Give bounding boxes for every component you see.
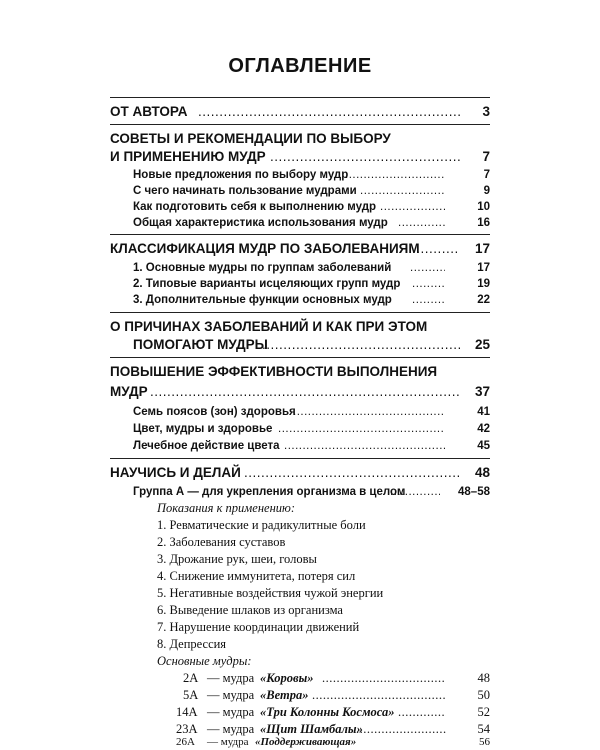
entry-title: И ПРИМЕНЕНИЮ МУДР xyxy=(110,149,266,164)
entry-title: ПОМОГАЮТ МУДРЫ xyxy=(133,337,268,352)
leader-dots xyxy=(262,336,460,354)
section-divider xyxy=(110,312,490,313)
entry-title: СОВЕТЫ И РЕКОМЕНДАЦИИ ПО ВЫБОРУ xyxy=(110,131,391,146)
mudra-page: 50 xyxy=(477,688,490,702)
leader-dots xyxy=(198,103,460,121)
leader-dots xyxy=(293,404,445,420)
entry-page: 37 xyxy=(474,384,490,399)
entry-page: 25 xyxy=(474,337,490,352)
leader-dots xyxy=(398,704,446,721)
mudra-page: 54 xyxy=(477,722,490,736)
leader-dots xyxy=(412,240,460,258)
mudra-entry[interactable] xyxy=(0,721,600,735)
indication-item: 4. Снижение иммунитета, потеря сил xyxy=(157,569,356,583)
leader-dots xyxy=(270,148,460,166)
toc-subentry[interactable] xyxy=(0,438,600,456)
leader-dots xyxy=(360,183,445,199)
indication-item: 5. Негативные воздействия чужой энергии xyxy=(157,586,384,600)
toc-entry[interactable] xyxy=(0,103,600,121)
indication-item: 1. Ревматические и радикулитные боли xyxy=(157,518,366,532)
mudra-page: 56 xyxy=(479,736,490,748)
mudra-name: «Поддерживающая» xyxy=(255,736,357,748)
section-divider xyxy=(110,357,490,358)
mudra-entry[interactable] xyxy=(0,704,600,722)
subentry-title: Как подготовить себя к выполнению мудр xyxy=(133,201,377,213)
subentry-page: 41 xyxy=(477,406,490,418)
subentry-page: 19 xyxy=(477,278,490,290)
section-divider xyxy=(110,458,490,459)
mudra-code: 14А xyxy=(176,705,198,719)
leader-dots xyxy=(412,276,445,292)
subentry-page: 16 xyxy=(477,217,490,229)
subentry-page: 22 xyxy=(477,294,490,306)
mudra-name: «Коровы» xyxy=(260,671,314,685)
toc-entry-cont[interactable] xyxy=(0,336,600,354)
leader-dots xyxy=(244,464,460,482)
mudra-prefix: — мудра xyxy=(207,688,255,702)
mudra-entry[interactable] xyxy=(0,735,600,750)
entry-page: 17 xyxy=(474,241,490,256)
toc-subentry[interactable] xyxy=(0,292,600,310)
entry-title: О ПРИЧИНАХ ЗАБОЛЕВАНИЙ И КАК ПРИ ЭТОМ xyxy=(110,319,428,334)
toc-entry[interactable] xyxy=(0,130,600,148)
subentry-page: 45 xyxy=(477,440,490,452)
entry-page: 7 xyxy=(482,149,490,164)
toc-subentry[interactable] xyxy=(0,404,600,422)
leader-dots xyxy=(312,687,446,704)
leader-dots xyxy=(150,383,460,401)
section-divider xyxy=(110,97,490,98)
leader-dots xyxy=(278,421,445,437)
subentry-page: 42 xyxy=(477,423,490,435)
toc-entry[interactable] xyxy=(0,363,600,381)
leader-dots xyxy=(398,215,445,231)
indication-item: 7. Нарушение координации движений xyxy=(157,620,360,634)
main-mudras-label: Основные мудры: xyxy=(157,654,252,668)
page-title: ОГЛАВЛЕНИЕ xyxy=(228,55,372,77)
subentry-page: 10 xyxy=(477,201,490,213)
mudra-page: 48 xyxy=(477,671,490,685)
mudra-prefix: — мудра xyxy=(207,705,255,719)
subentry-title: 3. Дополнительные функции основных мудр xyxy=(133,294,392,306)
mudra-prefix: — мудра xyxy=(207,736,249,748)
leader-dots xyxy=(390,484,440,500)
indication-item: 6. Выведение шлаков из организма xyxy=(157,603,343,617)
entry-page: 48 xyxy=(474,465,490,480)
toc-entry[interactable] xyxy=(0,318,600,336)
leader-dots xyxy=(410,260,445,276)
entry-title: ПОВЫШЕНИЕ ЭФФЕКТИВНОСТИ ВЫПОЛНЕНИЯ xyxy=(110,364,438,379)
mudra-prefix: — мудра xyxy=(207,722,255,736)
mudra-page: 52 xyxy=(477,705,490,719)
mudra-code: 2А xyxy=(183,671,199,685)
subentry-title: С чего начинать пользование мудрами xyxy=(133,185,357,197)
group-pages: 48–58 xyxy=(458,486,490,498)
subentry-title: Лечебное действие цвета xyxy=(133,440,280,452)
entry-page: 3 xyxy=(482,104,490,119)
subentry-title: 1. Основные мудры по группам заболеваний xyxy=(133,262,392,274)
leader-dots xyxy=(412,292,445,308)
mudra-name: «Щит Шамбалы» xyxy=(260,722,363,736)
mudra-entry[interactable] xyxy=(0,670,600,688)
section-divider xyxy=(110,124,490,125)
mudra-name: «Ветра» xyxy=(260,688,309,702)
leader-dots xyxy=(380,199,445,215)
toc-entry[interactable] xyxy=(0,240,600,258)
subentry-page: 17 xyxy=(477,262,490,274)
indication-item: 8. Депрессия xyxy=(157,637,227,651)
leader-dots xyxy=(322,670,446,687)
mudra-name: «Три Колонны Космоса» xyxy=(260,705,395,719)
mudra-code: 5А xyxy=(183,688,199,702)
group-title: Группа А — для укрепления организма в целом xyxy=(133,486,406,498)
toc-entry[interactable] xyxy=(0,464,600,482)
entry-title: НАУЧИСЬ И ДЕЛАЙ xyxy=(110,465,241,480)
entry-title: ОТ АВТОРА xyxy=(110,104,188,119)
toc-entry-cont[interactable] xyxy=(0,148,600,166)
indication-item: 3. Дрожание рук, шеи, головы xyxy=(157,552,317,566)
mudra-entry[interactable] xyxy=(0,687,600,705)
mudra-prefix: — мудра xyxy=(207,671,255,685)
indication-item: 2. Заболевания суставов xyxy=(157,535,286,549)
section-divider xyxy=(110,234,490,235)
mudra-code: 23А xyxy=(176,722,198,736)
subentry-page: 9 xyxy=(483,185,490,197)
subentry-title: 2. Типовые варианты исцеляющих групп мудр xyxy=(133,278,401,290)
subentry-title: Цвет, мудры и здоровье xyxy=(133,423,273,435)
mudra-code: 26А xyxy=(176,736,195,748)
subentry-page: 7 xyxy=(483,169,490,181)
leader-dots xyxy=(284,438,445,454)
entry-title: КЛАССИФИКАЦИЯ МУДР ПО ЗАБОЛЕВАНИЯМ xyxy=(110,241,420,256)
toc-entry-cont[interactable] xyxy=(0,383,600,401)
toc-subentry[interactable] xyxy=(0,421,600,439)
subentry-title: Новые предложения по выбору мудр xyxy=(133,169,349,181)
indications-label: Показания к применению: xyxy=(157,501,296,515)
entry-title: МУДР xyxy=(110,384,148,399)
subentry-title: Общая характеристика использования мудр xyxy=(133,217,388,229)
toc-subentry[interactable] xyxy=(0,215,600,233)
leader-dots xyxy=(345,167,445,183)
subentry-title: Семь поясов (зон) здоровья xyxy=(133,406,296,418)
